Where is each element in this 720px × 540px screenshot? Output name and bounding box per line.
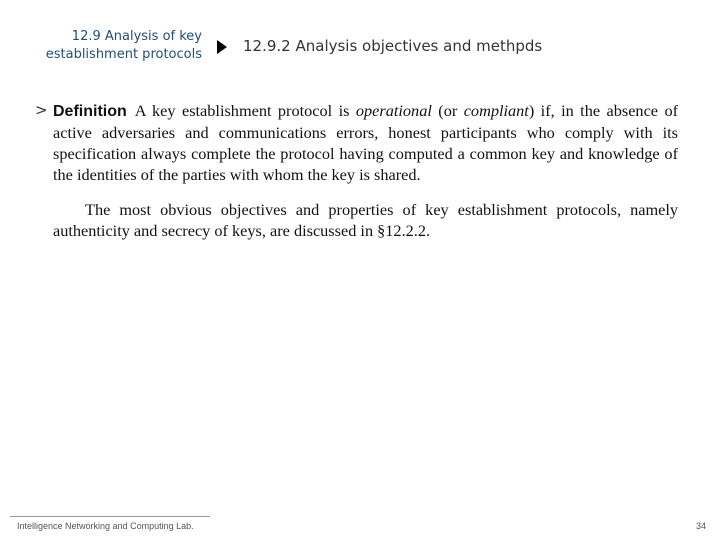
triangle-arrow-icon: [217, 40, 227, 54]
definition-term: Definition: [53, 103, 127, 120]
section-title-line2: establishment protocols: [45, 47, 202, 62]
chevron-bullet-icon: >: [35, 101, 48, 119]
definition-paragraph-2: The most obvious objectives and properties of key establishment protocols, namely authenticity and secrecy of keys, are discussed in §12.2.2.: [53, 200, 678, 240]
definition-paragraph: [53, 100, 678, 185]
section-title-line1: 12.9 Analysis of key: [71, 29, 202, 44]
footer-divider: [10, 516, 210, 517]
slide-subtitle: 12.9.2 Analysis objectives and methpds: [243, 37, 543, 55]
definition-text-part1: A key establishment protocol is: [134, 101, 356, 120]
term-compliant: compliant: [463, 101, 529, 120]
page-number: 34: [695, 521, 706, 531]
definition-text-part3: ) if, in the absence of active adversaries and communications errors, honest participants who comply with its specification always complete the protocol having computed a common key and knowledge of the identities of the parties with whom the key is shared.: [53, 101, 679, 184]
definition-block: [53, 100, 678, 241]
section-title: [2, 28, 202, 64]
footer-lab-name: Intelligence Networking and Computing Lab.: [17, 521, 194, 531]
definition-text-part2: (or: [431, 101, 464, 120]
term-operational: operational: [355, 101, 432, 120]
